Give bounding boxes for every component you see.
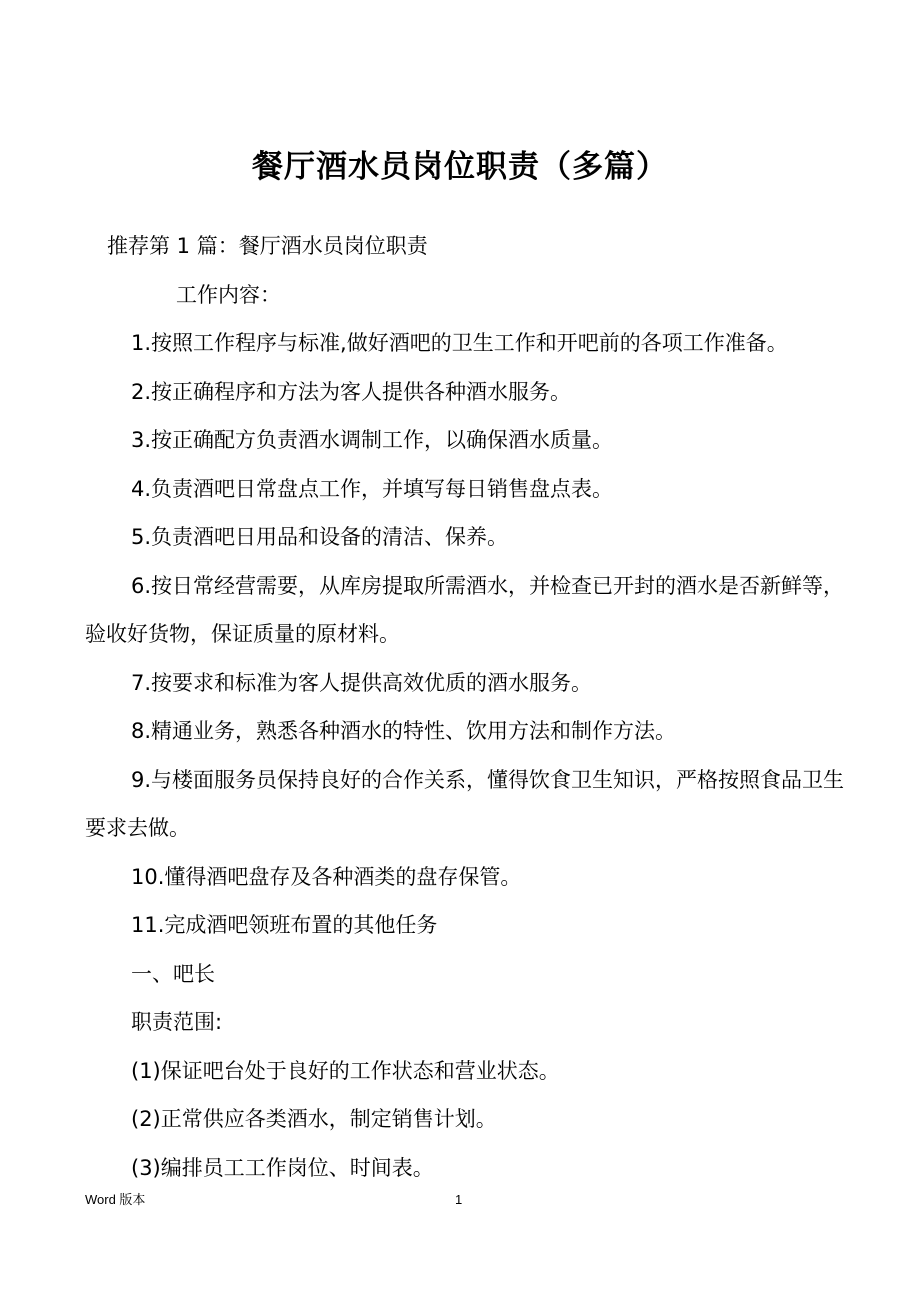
paragraph-3: 3.按正确配方负责酒水调制工作，以确保酒水质量。 bbox=[131, 428, 614, 452]
paragraph-8: 8.精通业务，熟悉各种酒水的特性、饮用方法和制作方法。 bbox=[131, 719, 677, 743]
section-label: 工作内容： bbox=[176, 282, 281, 307]
paragraph-4: 4.负责酒吧日常盘点工作，并填写每日销售盘点表。 bbox=[131, 476, 614, 501]
paragraph-7: 7.按要求和标准为客人提供高效优质的酒水服务。 bbox=[131, 670, 593, 695]
paragraph-6: 6.按日常经营需要，从库房提取所需酒水，并检查已开封的酒水是否新鲜等，验收好货物，保证质量的原材料。 bbox=[85, 573, 845, 646]
paragraph-1: 1.按照工作程序与标准,做好酒吧的卫生工作和开吧前的各项工作准备。 bbox=[131, 331, 788, 355]
document-body bbox=[85, 222, 845, 1192]
document-title: 餐厅酒水员岗位职责（多篇） bbox=[252, 149, 668, 185]
section-heading: 一、吧长 bbox=[131, 961, 215, 986]
scope-item-2: (2)正常供应各类酒水，制定销售计划。 bbox=[131, 1107, 497, 1131]
paragraph-11: 11.完成酒吧领班布置的其他任务 bbox=[131, 913, 438, 937]
subtitle: 推荐第 1 篇：餐厅酒水员岗位职责 bbox=[107, 234, 428, 258]
paragraph-10: 10.懂得酒吧盘存及各种酒类的盘存保管。 bbox=[131, 864, 522, 889]
paragraph-9: 9.与楼面服务员保持良好的合作关系，懂得饮食卫生知识，严格按照食品卫生要求去做。 bbox=[85, 767, 845, 840]
scope-label: 职责范围: bbox=[131, 1010, 223, 1034]
paragraph-5: 5.负责酒吧日用品和设备的清洁、保养。 bbox=[131, 525, 509, 549]
page-number: 1 bbox=[455, 1192, 463, 1207]
scope-item-3: (3)编排员工工作岗位、时间表。 bbox=[131, 1155, 434, 1180]
scope-item-1: (1)保证吧台处于良好的工作状态和营业状态。 bbox=[131, 1058, 560, 1083]
footer-version: Word 版本 bbox=[85, 1192, 146, 1207]
paragraph-2: 2.按正确程序和方法为客人提供各种酒水服务。 bbox=[131, 379, 572, 404]
